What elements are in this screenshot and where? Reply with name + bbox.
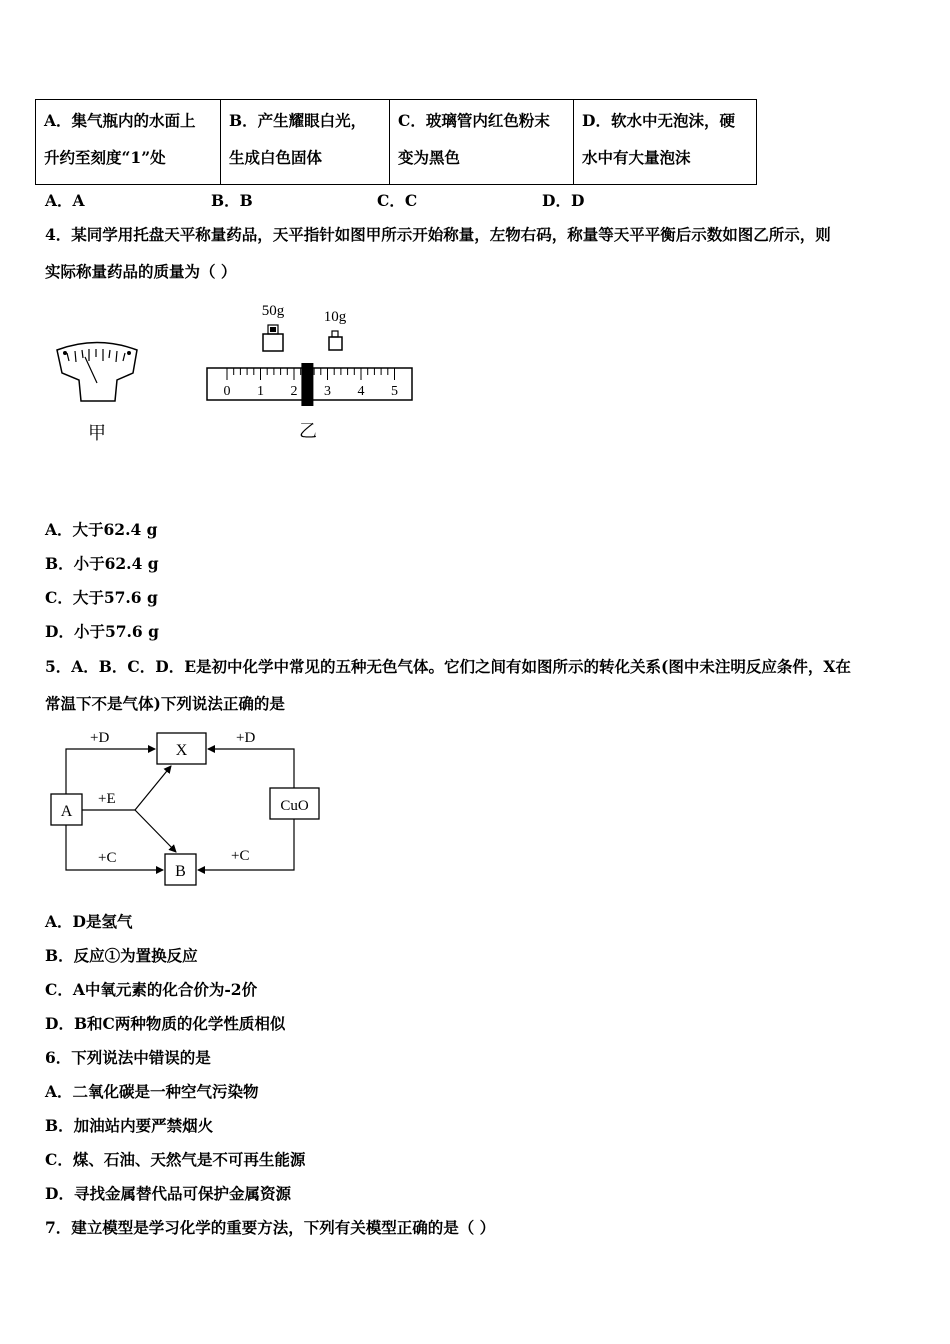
q4-option-c[interactable]: C．大于57.6 g [45,588,158,607]
label-yi: 乙 [299,421,317,441]
edge-fork-to-x [135,766,171,810]
q3-choice-b[interactable]: B．B [211,191,253,210]
node-x-label: X [175,742,188,759]
node-cuo [270,788,319,819]
node-x [157,733,206,764]
q3-cell-c [390,100,574,185]
ruler-tick-label: 2 [290,384,298,399]
q3-cell-a [36,100,221,185]
q4-stem-line1: 4．某同学用托盘天平称量药品，天平指针如图甲所示开始称量，左物右码，称量等天平平衡后示数如图乙所示，则 [45,225,831,244]
weight-10g-label: 10g [323,309,347,325]
q5-conversion-diagram [40,724,340,894]
q4-option-b[interactable]: B．小于62.4 g [45,554,159,573]
edge-a-fork-label: +E [98,791,116,807]
label-jia: 甲 [88,423,106,443]
ruler-tick-label: 5 [391,384,398,399]
node-a-label: A [60,803,73,820]
weight-50g-label: 50g [261,303,285,319]
q5-option-c[interactable]: C．A中氧元素的化合价为-2价 [45,980,258,999]
node-a [51,794,82,825]
q3-cell-b [221,100,390,185]
q3-cell-a-line1: A．集气瓶内的水面上 [44,111,196,130]
edge-a-x-label: +D [90,730,110,746]
edge-a-b-label: +C [98,850,117,866]
ruler-tick-label: 3 [324,384,331,399]
edge-cuo-b-label: +C [231,848,250,864]
q7-stem: 7．建立模型是学习化学的重要方法，下列有关模型正确的是（ ） [45,1218,496,1237]
q6-option-a[interactable]: A．二氧化碳是一种空气污染物 [45,1082,259,1101]
node-cuo-label: CuO [280,798,309,814]
q4-stem-line2: 实际称量药品的质量为（ ） [45,262,237,281]
q3-cell-a-line2: 升约至刻度“1”处 [44,148,166,167]
q3-cell-c-line1: C．玻璃管内红色粉末 [398,111,550,130]
ruler-rider [301,363,313,406]
node-b-label: B [175,863,186,880]
edge-cuo-x-label: +D [236,730,256,746]
q4-balance-figure [45,295,435,455]
q4-option-a[interactable]: A．大于62.4 g [45,520,158,539]
q5-option-a[interactable]: A．D是氢气 [45,912,133,931]
q3-option-table [35,99,757,185]
q3-cell-d [574,100,757,185]
q3-choice-d[interactable]: D．D [542,191,585,210]
ruler-tick-label: 1 [257,384,264,399]
weight-50g [262,303,285,351]
q6-stem: 6．下列说法中错误的是 [45,1048,211,1067]
q3-cell-c-line2: 变为黑色 [398,148,461,167]
q4-option-d[interactable]: D．小于57.6 g [45,622,159,641]
q5-option-d[interactable]: D．B和C两种物质的化学性质相似 [45,1014,286,1033]
q6-option-b[interactable]: B．加油站内要严禁烟火 [45,1116,214,1135]
rider-ruler [207,363,412,406]
balance-pointer-dial [57,343,137,402]
q3-cell-d-line1: D．软水中无泡沫，硬 [582,111,735,130]
ruler-tick-label: 4 [357,384,365,399]
q3-cell-d-line2: 水中有大量泡沫 [582,148,691,167]
q3-cell-b-line2: 生成白色固体 [229,148,323,167]
q3-choice-c[interactable]: C．C [377,191,418,210]
edge-cuo-to-x [208,749,294,788]
q5-stem-line2: 常温下不是气体)下列说法正确的是 [45,694,285,713]
node-b [165,854,196,885]
q5-stem-line1: 5．A．B．C．D．E是初中化学中常见的五种无色气体。它们之间有如图所示的转化关系(图中未注明反应条件，X在 [45,657,851,676]
q3-cell-b-line1: B．产生耀眼白光， [229,111,367,130]
q5-option-b[interactable]: B．反应①为置换反应 [45,946,198,965]
q6-option-c[interactable]: C．煤、石油、天然气是不可再生能源 [45,1150,306,1169]
q6-option-d[interactable]: D．寻找金属替代品可保护金属资源 [45,1184,291,1203]
ruler-tick-label: 0 [223,384,231,399]
edge-fork-to-b [135,810,176,852]
edge-a-to-x [66,749,155,794]
weight-10g [324,309,347,350]
q3-choice-a[interactable]: A．A [45,191,85,210]
